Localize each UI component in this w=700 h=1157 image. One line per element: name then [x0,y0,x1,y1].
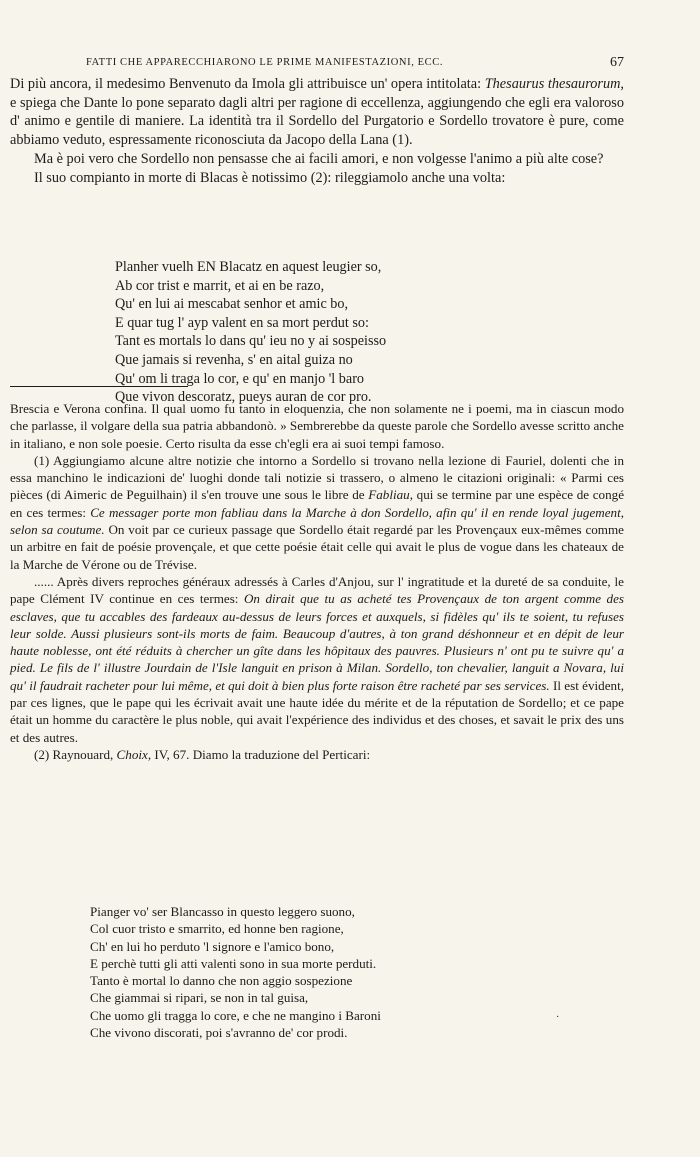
poem-line: Che vivono discorati, poi s'avranno de' cor prodi. [90,1025,348,1041]
poem-line: Qu' en lui ai mescabat senhor et amic bo, [115,296,349,313]
italic-run: Choix, [116,746,152,762]
main-text [10,75,624,187]
footnotes [10,400,624,763]
paragraph-2: Ma è poi vero che Sordello non pensasse che ai facili amori, e non volgesse l'animo a più alte cose? [34,150,604,167]
footnote-1 [10,452,624,573]
italian-translation-poem [90,903,381,1041]
text-run: Il est évident, par ces lignes, que le pape qui les écrivait avait une haute idée du mérite et de la réputation de Sordello; et ce pape était un homme du caractère le plus noble, qui avait l'expérience des individus et des choses, et savait le prix des uns et des autres. [10,677,624,745]
footnote-1-continued [10,573,624,746]
poem-line: Que vivon descoratz, pueys auran de cor pro. [115,389,372,406]
text-run: qui se termine par une espèce de congé en ces termes: [10,487,625,520]
italic-run: Thesaurus thesaurorum, [484,76,624,92]
poem-line: E quar tug l' ayp valent en sa mort perdut so: [115,314,369,331]
footnote-divider [10,386,188,387]
footnote-continuation [10,400,624,452]
poem-line: Ch' en lui ho perduto 'l signore e l'amico bono, [90,938,335,954]
paragraph-3: Il suo compianto in morte di Blacas è notissimo (2): rileggiamolo anche una volta: [34,169,506,186]
poem-line: Qu' om li traga lo cor, e qu' en manjo 'l baro [115,370,365,387]
footnote-2 [10,746,624,763]
poem-line: Que jamais si revenha, s' en aital guiza no [115,351,353,368]
poem-line: Pianger vo' ser Blancasso in questo leggero suono, [90,904,355,919]
text-run: ...... Après divers reproches généraux adressés à Carles d'Anjou, sur l' ingratitude et la dureté de sa conduite, le pape Clément IV continue en ces termes: [10,573,624,607]
italic-run: On dirait que tu as acheté tes Provençaux de ton argent comme des esclaves, que tu accables des fardeaux au-dessus de leurs forces et auxquels, si fidèles qu' ils te soient, tu refuses leur solde. Aussi plusieurs sont-ils morts de faim. Beaucoup d'autres, à ton grand déshonneur et en dépit de leur haute noblesse, ont été réduits à chercher un gîte dans les hôpitaux des pauvres. Plusieurs n' ont pu te suivre qu' a pied. Le fils de l' illustre Jourdain de l'Isle languit en prison à Milan. Sordello, ton chevalier, languit a Novara, lui qu' il faudrait racheter pour lui même, et qui doit à bien plus forte raison être racheté par ses services. [10,591,625,693]
stray-mark: · [556,1012,560,1023]
page-number: 67 [610,55,624,70]
poem-line: Ab cor trist e marrit, et ai en be razo, [115,277,325,294]
page-header [10,57,624,75]
text-run: Di più ancora, il medesimo Benvenuto da Imola gli attribuisce un' opera intitolata: [10,76,485,92]
text-run: (1) Aggiungiamo alcune altre notizie che intorno a Sordello si trovano nella lezione di Fauriel, dolenti che in essa manchino le indicazioni de' luoghi donde tali notizie si trassero, o almeno le citazioni originali: « Parmi ces pièces (di Aimeric de Peguilhain) il s'en trouve une sous le libre de [10,452,624,503]
italic-run: Ce messager porte mon fabliau dans la Marche à don Sordello, afin qu' il en rende loyal jugement, selon sa coutume. [10,504,624,538]
poem-line: Che giammai si ripari, se non in tal guisa, [90,990,309,1006]
text-run: IV, 67. Diamo la traduzione del Perticari: [151,746,371,762]
poem-line: Tanto è mortal lo danno che non aggio sospezione [90,973,353,989]
poem-line: E perchè tutti gli atti valenti sono in sua morte perduti. [90,955,377,971]
text-run: On voit par ce curieux passage que Sordello était regardé par les Provençaux eux-mêmes comme un arbitre en fait de poésie provençale, et que cette poésie était celle qui avait le plus de vogue dans les chateaux de la Marche de Vérone ou de Trévise. [10,522,624,572]
running-title: FATTI CHE APPARECCHIARONO LE PRIME MANIFESTAZIONI, ECC. [86,57,444,68]
poem-line: Tant es mortals lo dans qu' ieu no y ai sospeisso [115,333,387,350]
italic-run: Fabliau, [368,487,413,503]
paragraph-1 [10,75,624,150]
text-run: Brescia e Verona confina. Il qual uomo fu tanto in eloquenzia, che non solamente ne i poemi, ma in ciascun modo che parlasse, il volgare della sua patria abbandonò. » Sembrerebbe da queste parole che Sordello avesse scritto anche in italiano, e non sole poesie. Certo risulta da esse ch'egli era ai suoi tempi famoso. [10,401,624,451]
text-run: e spiega che Dante lo pone separato dagli altri per ragione di eccellenza, aggiungendo che egli era valoroso d' animo e gentile di maniere. La identità tra il Sordello del Purgatorio e Sordello trovatore è pure, come abbiamo veduto, espressamente riconosciuta da Jacopo della Lana (1). [10,94,624,149]
poem-line: Che uomo gli tragga lo core, e che ne mangino i Baroni [90,1007,381,1023]
poem-line: Planher vuelh EN Blacatz en aquest leugier so, [115,259,382,275]
text-run: (2) Raynouard, [34,746,117,762]
poem-line: Col cuor tristo e smarrito, ed honne ben ragione, [90,921,344,937]
provencal-poem [115,258,386,407]
